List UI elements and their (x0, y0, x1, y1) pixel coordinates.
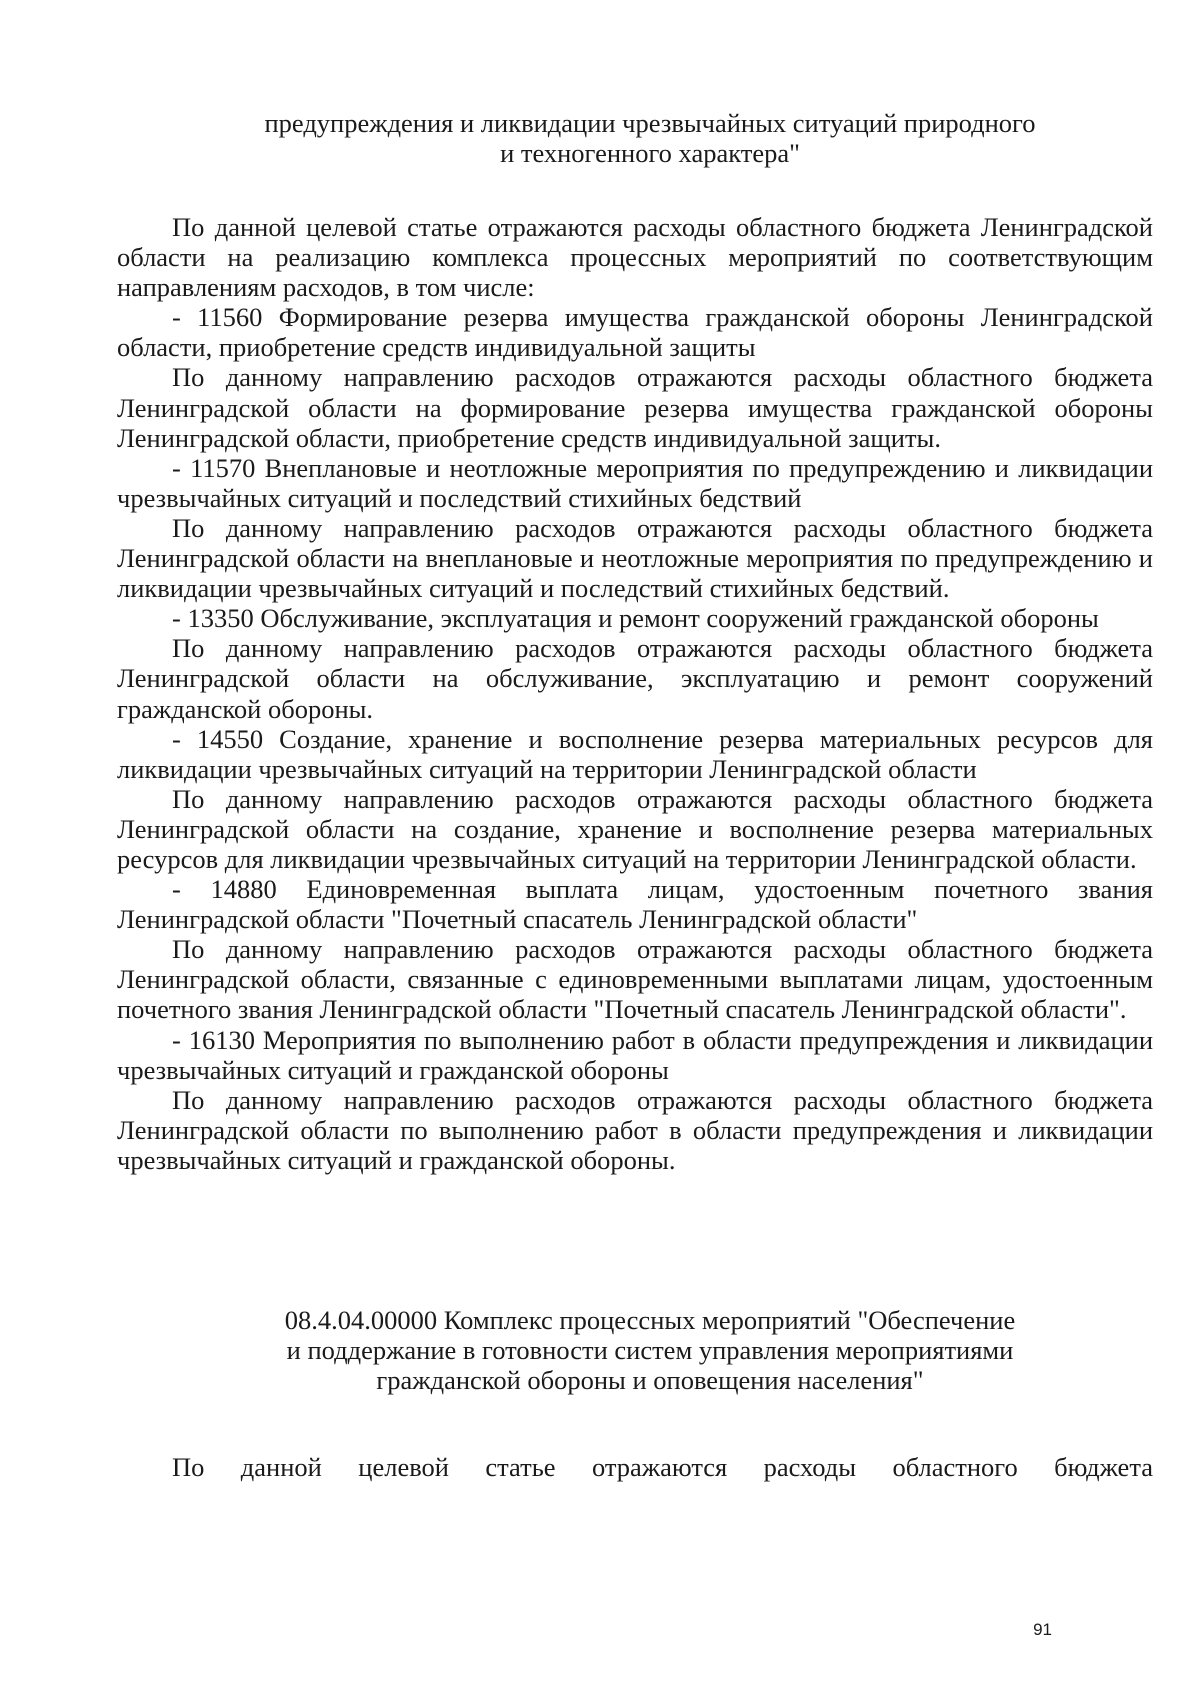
heading-line: и техногенного характера" (500, 138, 800, 168)
paragraph: По данному направлению расходов отражаются расходы областного бюджета Ленинградской области по выполнению работ в области предупреждения и ликвидации чрезвычайных ситуаций и гражданской обороны. (117, 1084, 1153, 1175)
paragraph-continued: По данной целевой статье отражаются расходы областного бюджета (172, 1451, 1153, 1482)
expense-item: - 13350 Обслуживание, эксплуатация и ремонт сооружений гражданской обороны (172, 603, 1099, 634)
expense-item: - 14880 Единовременная выплата лицам, удостоенным почетного звания Ленинградской области "Почетный спасатель Ленинградской области" (117, 874, 1153, 935)
heading-line: гражданской обороны и оповещения населения" (376, 1365, 924, 1395)
section-heading-continued (230, 108, 1070, 168)
expense-item: - 16130 Мероприятия по выполнению работ в области предупреждения и ликвидации чрезвычайных ситуаций и гражданской обороны (117, 1024, 1153, 1085)
expense-item: - 11560 Формирование резерва имущества гражданской обороны Ленинградской области, приобретение средств индивидуальной защиты (117, 302, 1153, 363)
paragraph: По данному направлению расходов отражаются расходы областного бюджета Ленинградской области на формирование резерва имущества гражданской обороны Ленинградской области, приобретение средств индивидуальной защиты. (117, 362, 1153, 453)
document-body (117, 212, 1153, 1175)
heading-line: и поддержание в готовности систем управления мероприятиями (286, 1335, 1014, 1365)
expense-item: - 14550 Создание, хранение и восполнение резерва материальных ресурсов для ликвидации чрезвычайных ситуаций на территории Ленинградской области (117, 723, 1153, 784)
expense-item: - 11570 Внеплановые и неотложные мероприятия по предупреждению и ликвидации чрезвычайных ситуаций и последствий стихийных бедствий (117, 452, 1153, 513)
section-heading (230, 1305, 1070, 1395)
paragraph: По данному направлению расходов отражаются расходы областного бюджета Ленинградской области на создание, хранение и восполнение резерва материальных ресурсов для ликвидации чрезвычайных ситуаций на территории Ленинградской области. (117, 783, 1153, 874)
paragraph: По данному направлению расходов отражаются расходы областного бюджета Ленинградской области, связанные с единовременными выплатами лицам, удостоенным почетного звания Ленинградской области "Почетный спасатель Ленинградской области". (117, 934, 1153, 1025)
heading-line: предупреждения и ликвидации чрезвычайных ситуаций природного (264, 108, 1036, 138)
page-number: 91 (1033, 1620, 1052, 1639)
paragraph: По данному направлению расходов отражаются расходы областного бюджета Ленинградской области на внеплановые и неотложные мероприятия по предупреждению и ликвидации чрезвычайных ситуаций и последствий стихийных бедствий. (117, 512, 1153, 604)
heading-line: 08.4.04.00000 Комплекс процессных мероприятий "Обеспечение (284, 1305, 1016, 1335)
paragraph: По данному направлению расходов отражаются расходы областного бюджета Ленинградской области на обслуживание, эксплуатацию и ремонт сооружений гражданской обороны. (117, 633, 1153, 724)
paragraph: По данной целевой статье отражаются расходы областного бюджета Ленинградской области на реализацию комплекса процессных мероприятий по соответствующим направлениям расходов, в том числе: (117, 212, 1153, 303)
